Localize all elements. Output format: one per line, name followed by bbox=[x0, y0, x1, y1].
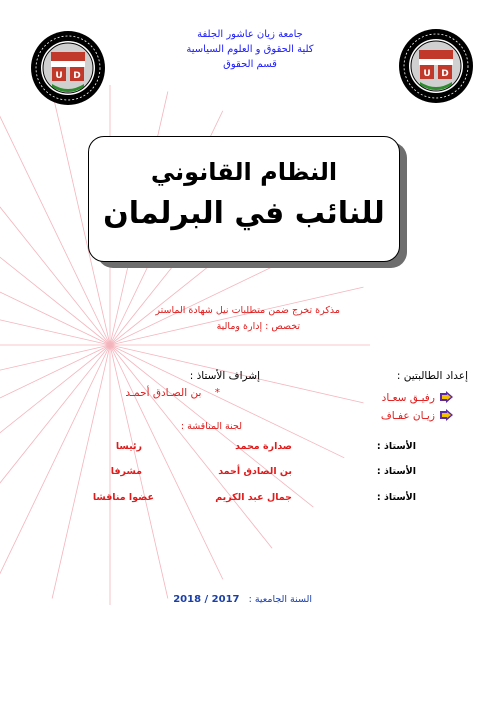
committee-name-3: جمال عبد الكريم bbox=[215, 492, 292, 503]
left-university-logo bbox=[30, 30, 106, 106]
student-name-2: زيـان عفـاف bbox=[380, 410, 435, 422]
university-seal-icon bbox=[398, 28, 474, 104]
supervisor-bullet: * bbox=[214, 387, 220, 399]
supervisor-item bbox=[125, 387, 220, 399]
decorative-ray bbox=[0, 345, 110, 458]
svg-text:U: U bbox=[423, 69, 431, 79]
svg-text:D: D bbox=[441, 69, 449, 79]
academic-year-label: السنة الجامعية : bbox=[248, 594, 312, 605]
committee-title-1: الأستاذ : bbox=[376, 441, 416, 452]
memo-specialty: تخصص : إدارة ومالية bbox=[216, 321, 300, 332]
university-seal-icon bbox=[30, 30, 106, 106]
committee-title-3: الأستاذ : bbox=[376, 492, 416, 503]
committee-name-2: بن الصادق أحمد bbox=[218, 466, 292, 477]
committee-role-2: مشرفا bbox=[110, 466, 142, 477]
committee-role-1: رئيسا bbox=[115, 441, 142, 452]
arrow-bullet-icon bbox=[440, 391, 454, 403]
academic-year-value: 2018 / 2017 bbox=[173, 594, 240, 605]
decorative-ray bbox=[0, 345, 110, 507]
supervisor-label: إشراف الأستاذ : bbox=[189, 370, 260, 382]
svg-text:U: U bbox=[55, 71, 63, 81]
student-item bbox=[382, 386, 454, 405]
decorative-ray bbox=[110, 345, 344, 458]
decorative-ray bbox=[0, 345, 110, 548]
supervisor-name: بن الصـادق أحمـد bbox=[125, 387, 202, 399]
department-name: قسم الحقوق bbox=[223, 59, 277, 70]
faculty-name: كلية الحقوق و العلوم السياسية bbox=[186, 44, 314, 55]
students-label: إعداد الطالبتين : bbox=[396, 370, 468, 382]
decorative-ray bbox=[110, 287, 363, 345]
student-item bbox=[381, 404, 454, 423]
decorative-ray bbox=[0, 345, 110, 403]
decorative-ray bbox=[52, 345, 110, 598]
svg-text:D: D bbox=[73, 71, 81, 81]
thesis-title-line2: للنائب في البرلمان bbox=[103, 196, 385, 231]
decorative-ray bbox=[0, 287, 110, 345]
university-name: جامعة زيان عاشور الجلفة bbox=[197, 29, 303, 40]
committee-name-1: صدارة محمد bbox=[235, 441, 292, 452]
memo-description: مذكرة تخرج ضمن متطلبات نيل شهادة الماستر bbox=[155, 305, 340, 316]
academic-year bbox=[173, 587, 312, 606]
arrow-bullet-icon bbox=[440, 409, 454, 421]
thesis-title-line1: النظام القانوني bbox=[150, 158, 338, 186]
committee-label: لجنة المناقشة : bbox=[180, 421, 242, 432]
committee-title-2: الأستاذ : bbox=[376, 466, 416, 477]
student-name-1: رفيـق سعـاد bbox=[381, 392, 435, 404]
right-university-logo bbox=[398, 28, 474, 104]
committee-role-3: عضوا مناقشا bbox=[92, 492, 154, 503]
